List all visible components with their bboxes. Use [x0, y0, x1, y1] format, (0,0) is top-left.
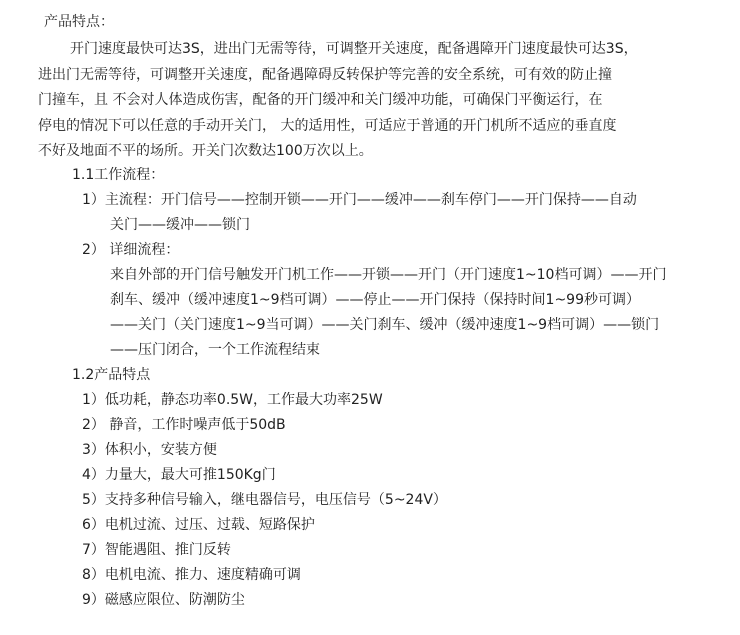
workflow-item-2-line-2: 刹车、缓冲（缓冲速度1~9档可调）——停止——开门保持（保持时间1~99秒可调） [110, 292, 640, 308]
workflow-item-1-line-1: 1）主流程：开门信号——控制开锁——开门——缓冲——刹车停门——开门保持——自动 [82, 192, 637, 208]
feature-item-2: 2） 静音，工作时噪声低于50dB [82, 417, 286, 433]
intro-line-5: 不好及地面不平的场所。开关门次数达100万次以上。 [38, 143, 373, 159]
section2-title: 1.2产品特点 [72, 367, 151, 383]
feature-item-5: 5）支持多种信号输入，继电器信号，电压信号（5~24V） [82, 492, 447, 508]
workflow-item-2-line-3: ——关门（关门速度1~9当可调）——关门刹车、缓冲（缓冲速度1~9档可调）——锁门 [110, 317, 660, 333]
intro-line-4: 停电的情况下可以任意的手动开关门， 大的适用性，可适应于普通的开门机所不适应的垂直度 [38, 118, 617, 134]
section1-title: 1.1工作流程： [72, 167, 165, 183]
feature-item-4: 4）力量大，最大可推150Kg门 [82, 467, 276, 483]
feature-item-7: 7）智能遇阻、推门反转 [82, 542, 231, 558]
feature-item-3: 3）体积小，安装方便 [82, 442, 217, 458]
feature-item-9: 9）磁感应限位、防潮防尘 [82, 592, 245, 608]
intro-line-3: 门撞车，且 不会对人体造成伤害，配备的开门缓冲和关门缓冲功能，可确保门平衡运行，在 [38, 92, 603, 108]
intro-line-1: 开门速度最快可达3S，进出门无需等待，可调整开关速度，配备遇障开门速度最快可达3S， [70, 41, 638, 57]
feature-item-1: 1）低功耗，静态功率0.5W，工作最大功率25W [82, 392, 383, 408]
intro-line-2: 进出门无需等待，可调整开关速度，配备遇障碍反转保护等完善的安全系统，可有效的防止撞 [38, 67, 612, 83]
workflow-item-2-line-1: 来自外部的开门信号触发开门机工作——开锁——开门（开门速度1~10档可调）——开门 [110, 267, 667, 283]
heading: 产品特点： [44, 14, 114, 30]
workflow-item-1-line-2: 关门——缓冲——锁门 [110, 217, 250, 233]
feature-item-6: 6）电机过流、过压、过载、短路保护 [82, 517, 315, 533]
workflow-item-2-title: 2） 详细流程： [82, 242, 180, 258]
workflow-item-2-line-4: ——压门闭合，一个工作流程结束 [110, 342, 320, 358]
feature-item-8: 8）电机电流、推力、速度精确可调 [82, 567, 301, 583]
